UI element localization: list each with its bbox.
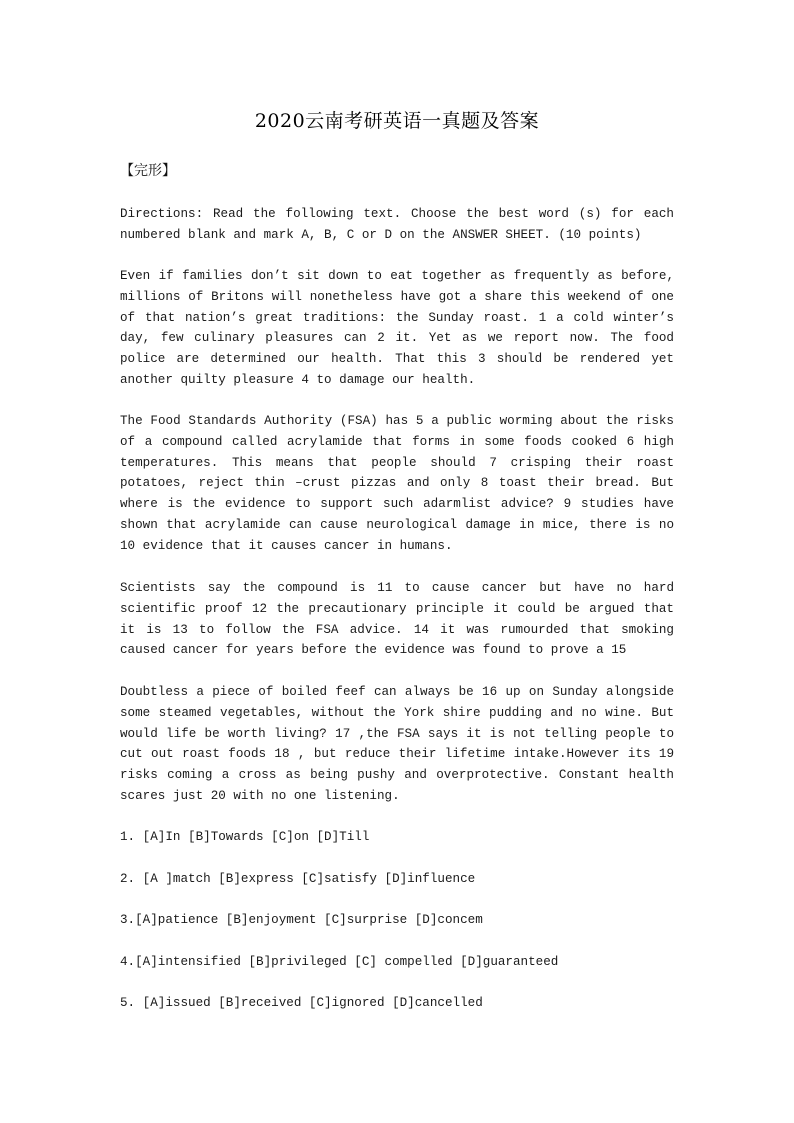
passage-paragraph-3: Scientists say the compound is 11 to cause cancer but have no hard scientific proof 12 the precautionary principle it could be argued that it is 13 to follow the FSA advice. 14 it was rumourded that smoking caused cancer for years before the evidence was found to prove a 15 (120, 581, 674, 658)
question-options-1: 1. [A]In [B]Towards [C]on [D]Till (120, 830, 370, 844)
question-options-4: 4.[A]intensified [B]privileged [C] compelled [D]guaranteed (120, 955, 559, 969)
question-options-2: 2. [A ]match [B]express [C]satisfy [D]influence (120, 872, 476, 886)
passage-paragraph-4: Doubtless a piece of boiled feef can always be 16 up on Sunday alongside some steamed vegetables, without the York shire pudding and no wine. But would life be worth living? 17 ,the FSA says it is not telling people to cut out roast foods 18 , but reduce their lifetime intake.However its 19 risks coming a cross as being pushy and overprotective. Constant health scares just 20 with no one listening. (120, 685, 674, 803)
passage-paragraph-1: Even if families don’t sit down to eat together as frequently as before, millions of Britons will nonetheless have got a share this weekend of one of that nation’s great traditions: the Sunday roast. 1 a cold winter’s day, few culinary pleasures can 2 it. Yet as we report now. The food police are determined our health. That this 3 should be rendered yet another quilty pleasure 4 to damage our health. (120, 269, 674, 387)
section-heading: 【完形】 (120, 163, 176, 179)
question-options-3: 3.[A]patience [B]enjoyment [C]surprise [D]concem (120, 913, 483, 927)
question-options-5: 5. [A]issued [B]received [C]ignored [D]cancelled (120, 996, 483, 1010)
directions-paragraph: Directions: Read the following text. Choose the best word (s) for each numbered blank and mark A, B, C or D on the ANSWER SHEET. (10 points) (120, 207, 674, 242)
document-title: 2020云南考研英语一真题及答案 (254, 110, 540, 132)
passage-paragraph-2: The Food Standards Authority (FSA) has 5 a public worming about the risks of a compound called acrylamide that forms in some foods cooked 6 high temperatures. This means that people should 7 crisping their roast potatoes, reject thin –crust pizzas and only 8 toast their bread. But where is the evidence to support such adarmlist advice? 9 studies have shown that acrylamide can cause neurological damage in mice, there is no 10 evidence that it causes cancer in humans. (120, 414, 674, 553)
